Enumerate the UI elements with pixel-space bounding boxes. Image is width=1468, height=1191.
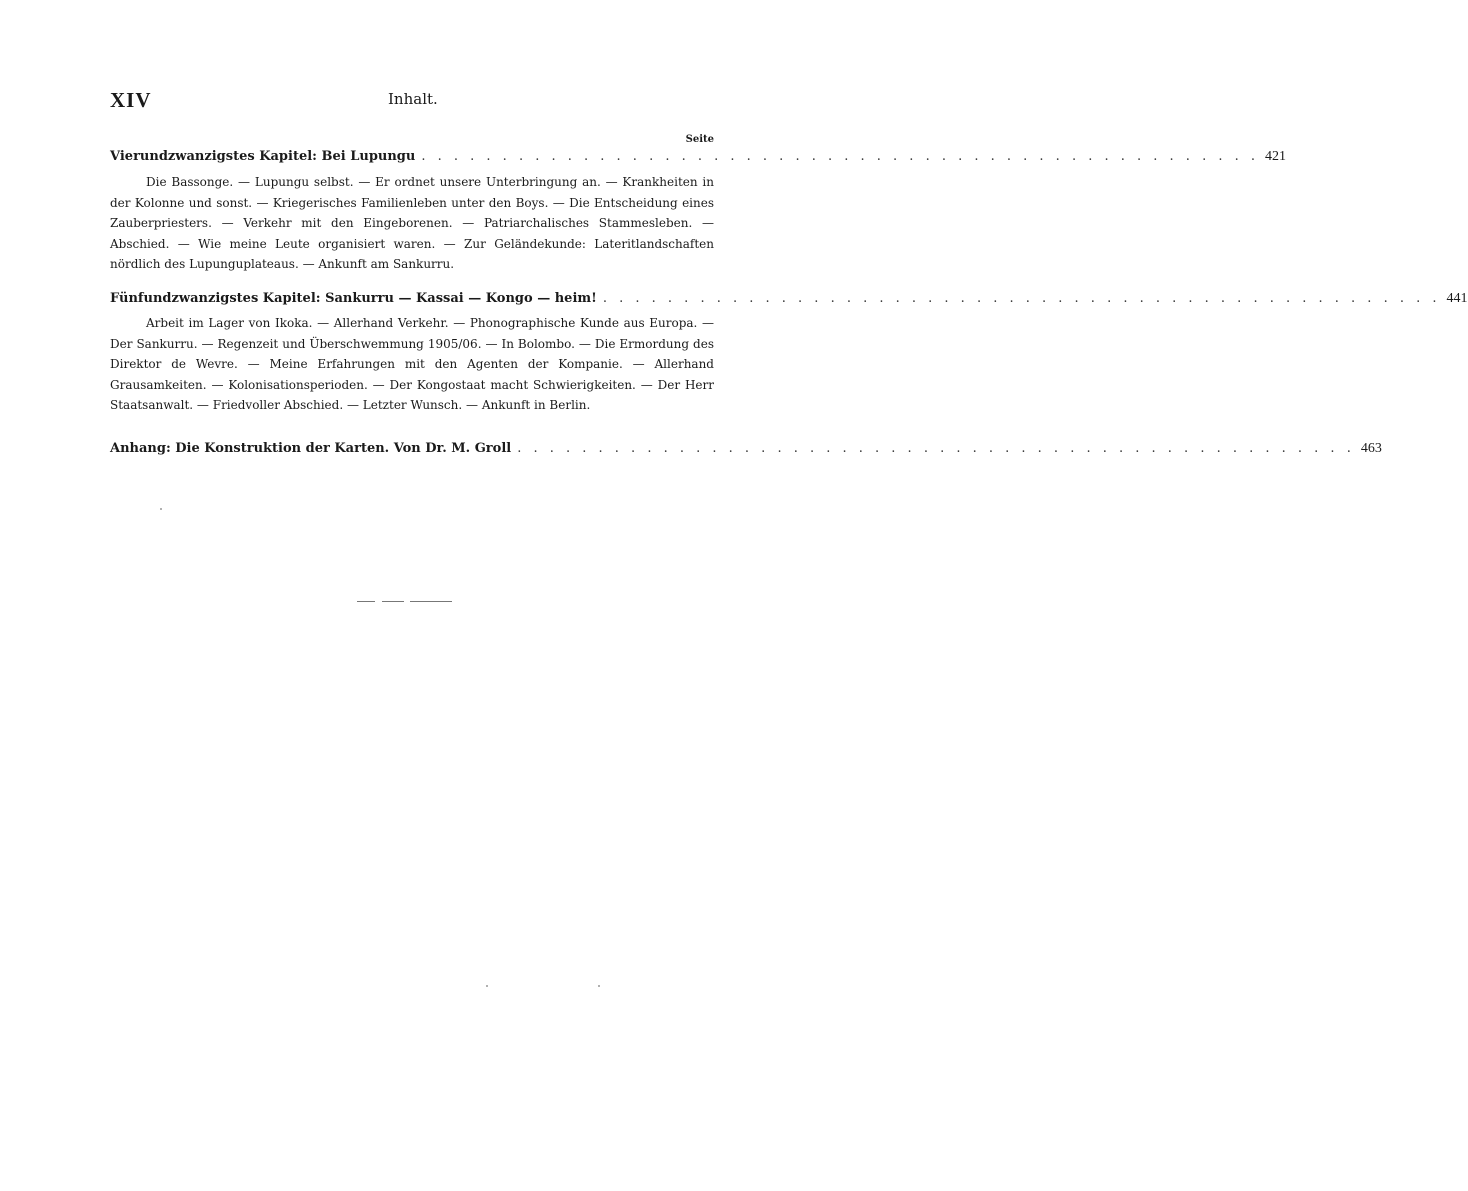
chapter-summary: Die Bassonge. — Lupungu selbst. — Er ordnet unsere Unterbringung an. — Krankheiten in der Kolonne und sonst. — Kriegerisches Familienleben unter den Boys. — Die Entscheidung eines Zauberpriesters. — Verkehr mit den Eingeborenen. — Patriarchalisches Stammesleben. — Abschied. — Wie meine Leute organisiert waren. — Zur Geländekunde: Lateritlandschaften nördlich des Lupunguplateaus. — Ankunft am Sankurru. bbox=[110, 175, 714, 271]
running-head: Inhalt. bbox=[388, 90, 438, 108]
seite-column-label: Seite bbox=[685, 134, 714, 145]
closing-rule-segment bbox=[357, 601, 375, 602]
chapter-title: Vierundzwanzigstes Kapitel: Bei Lupungu bbox=[110, 149, 416, 164]
scan-speck bbox=[598, 985, 600, 987]
page-reference: 421 bbox=[1265, 149, 1286, 164]
chapter-summary: Arbeit im Lager von Ikoka. — Allerhand Verkehr. — Phonographische Kunde aus Europa. — Der Sankurru. — Regenzeit und Überschwemmung 1905/06. — In Bolombo. — Die Ermordung des Direktor de Wevre. — Meine Erfahrungen mit den Agenten der Kompanie. — Allerhand Grausamkeiten. — Kolonisationsperioden. — Der Kongostaat macht Schwierigkeiten. — Der Herr Staatsanwalt. — Friedvoller Abschied. — Letzter Wunsch. — Ankunft in Berlin. bbox=[110, 316, 714, 412]
dot-leader: . . . . . . . . . . . . . . . . . . . . . . . . . . . . . . . . . . . . . . . . . . . . . . . . . . . . bbox=[517, 441, 1355, 456]
closing-rule-segment bbox=[382, 601, 404, 602]
chapter-title: Fünfundzwanzigstes Kapitel: Sankurru — Kassai — Kongo — heim! bbox=[110, 291, 597, 306]
toc-entry-heading bbox=[110, 149, 1286, 165]
page-reference: 441 bbox=[1446, 291, 1468, 306]
closing-rule-segment bbox=[410, 601, 452, 602]
scan-speck bbox=[486, 985, 488, 987]
page-number: XIV bbox=[110, 88, 152, 112]
dot-leader: . . . . . . . . . . . . . . . . . . . . . . . . . . . . . . . . . . . . . . . . . . . . . . . . . . . . bbox=[602, 291, 1441, 306]
appendix-title: Anhang: Die Konstruktion der Karten. Von Dr. M. Groll bbox=[110, 441, 512, 456]
page-reference: 463 bbox=[1360, 441, 1382, 456]
dot-leader: . . . . . . . . . . . . . . . . . . . . . . . . . . . . . . . . . . . . . . . . . . . . . . . . . . . . bbox=[421, 149, 1259, 164]
toc-entry-heading bbox=[110, 441, 1382, 457]
toc-entry-heading bbox=[110, 291, 1468, 307]
scan-speck bbox=[160, 508, 162, 510]
